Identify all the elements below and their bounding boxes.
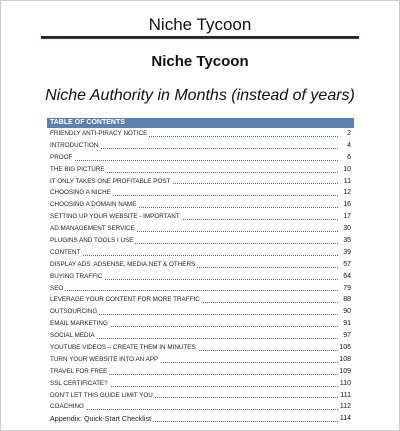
- toc-entry-label: BUYING TRAFFIC: [50, 271, 104, 283]
- toc-entry-page: 12: [342, 187, 351, 199]
- toc-entry[interactable]: [47, 223, 354, 235]
- toc-leader-dots: [50, 160, 338, 161]
- toc-leader-dots: [50, 290, 338, 291]
- toc-entry-page: 35: [342, 235, 351, 247]
- toc-entry[interactable]: [47, 187, 354, 199]
- toc-entry-page: 64: [342, 271, 351, 283]
- toc-entry[interactable]: [47, 342, 354, 354]
- toc-entry-label: TURN YOUR WEBSITE INTO AN APP: [50, 354, 160, 366]
- toc-entry-page: 10: [342, 164, 351, 176]
- toc-entry[interactable]: [47, 378, 354, 390]
- toc-entry[interactable]: [47, 413, 354, 425]
- toc-entry-label: INTRODUCTION: [50, 140, 100, 152]
- toc-entry-label: Appendix: Quick-Start Checklist: [50, 414, 152, 424]
- toc-entry-page: 4: [346, 140, 351, 152]
- toc-entry-page: 11: [343, 176, 351, 188]
- toc-entry-label: TRAVEL FOR FREE: [50, 366, 109, 378]
- toc-entry[interactable]: [47, 164, 354, 176]
- toc-entry-label: SOCIAL MEDIA: [50, 330, 97, 342]
- toc-entry-label: LEVERAGE YOUR CONTENT FOR MORE TRAFFIC: [50, 294, 202, 306]
- toc-entry-label: YOUTUBE VIDEOS – CREATE THEM IN MINUTES: [50, 342, 198, 354]
- toc-entry-page: 6: [346, 152, 351, 164]
- toc-entry-label: PLUGINS AND TOOLS I USE: [50, 235, 135, 247]
- toc-entry[interactable]: [47, 318, 354, 330]
- toc-entry[interactable]: [47, 176, 354, 188]
- toc-entry-page: 30: [342, 223, 351, 235]
- document-title: Niche Tycoon: [151, 53, 249, 70]
- toc-entry-page: 109: [338, 366, 351, 378]
- toc-entry-label: CHOOSING A NICHE: [50, 187, 113, 199]
- toc-entry-label: OUTSOURCING: [50, 306, 99, 318]
- toc-entry-label: EMAIL MARKETING: [50, 318, 110, 330]
- toc-entry[interactable]: [47, 294, 354, 306]
- toc-entry-page: 91: [342, 318, 351, 330]
- toc-entry-page: 2: [346, 128, 351, 140]
- toc-entry-page: 110: [339, 378, 351, 390]
- document-subtitle: Niche Authority in Months (instead of years): [45, 87, 355, 104]
- toc-entry-label: CHOOSING A DOMAIN NAME: [50, 199, 138, 211]
- toc-entry-page: 17: [342, 211, 351, 223]
- toc-entry-page: 114: [339, 413, 351, 425]
- toc-list: [47, 128, 354, 425]
- toc-entry-label: DISPLAY ADS: ADSENSE, MEDIA.NET & OTHERS: [50, 259, 197, 271]
- toc-entry[interactable]: [47, 271, 354, 283]
- toc-entry-label: SSL CERTIFICATE?: [50, 378, 110, 390]
- toc-entry-page: 90: [342, 306, 351, 318]
- toc-entry-page: 112: [339, 401, 351, 413]
- toc-entry[interactable]: [47, 401, 354, 413]
- toc-leader-dots: [50, 255, 338, 256]
- toc-entry-label: SEO: [50, 283, 65, 295]
- toc-entry-label: AD MANAGEMENT SERVICE: [50, 223, 137, 235]
- toc-entry-label: IT ONLY TAKES ONE PROFITABLE POST: [50, 176, 172, 188]
- toc-entry[interactable]: [47, 235, 354, 247]
- toc-entry[interactable]: [47, 128, 354, 140]
- toc-entry-label: CONTENT: [50, 247, 82, 259]
- toc-entry-page: 88: [342, 294, 351, 306]
- toc-entry[interactable]: [47, 211, 354, 223]
- toc-entry-page: 16: [342, 199, 351, 211]
- toc-entry[interactable]: [47, 259, 354, 271]
- toc-entry[interactable]: [47, 354, 354, 366]
- toc-entry[interactable]: [47, 140, 354, 152]
- toc-entry-page: 108: [338, 354, 351, 366]
- table-of-contents: [47, 118, 354, 425]
- toc-entry-label: FRIENDLY ANTI-PIRACY NOTICE: [50, 128, 149, 140]
- toc-leader-dots: [50, 409, 338, 410]
- toc-entry[interactable]: [47, 283, 354, 295]
- toc-entry-label: THE BIG PICTURE: [50, 164, 107, 176]
- toc-entry-page: 39: [342, 247, 351, 259]
- toc-entry[interactable]: [47, 152, 354, 164]
- toc-entry-label: DON'T LET THIS GUIDE LIMIT YOU: [50, 390, 155, 402]
- toc-entry[interactable]: [47, 390, 354, 402]
- toc-entry-page: 111: [339, 390, 351, 402]
- toc-entry[interactable]: [47, 330, 354, 342]
- toc-heading: TABLE OF CONTENTS: [47, 118, 354, 128]
- header-rule-accent: [41, 38, 359, 39]
- toc-entry-label: PROOF: [50, 152, 74, 164]
- toc-entry-label: COACHING: [50, 401, 86, 413]
- running-header-title: Niche Tycoon: [148, 15, 252, 34]
- toc-entry[interactable]: [47, 199, 354, 211]
- toc-entry-page: 106: [338, 342, 351, 354]
- toc-entry-page: 57: [342, 259, 351, 271]
- toc-entry-page: 97: [342, 330, 351, 342]
- toc-entry[interactable]: [47, 306, 354, 318]
- toc-entry[interactable]: [47, 247, 354, 259]
- toc-entry-label: SETTING UP YOUR WEBSITE - IMPORTANT: [50, 211, 182, 223]
- toc-entry-page: 79: [342, 283, 351, 295]
- toc-entry[interactable]: [47, 366, 354, 378]
